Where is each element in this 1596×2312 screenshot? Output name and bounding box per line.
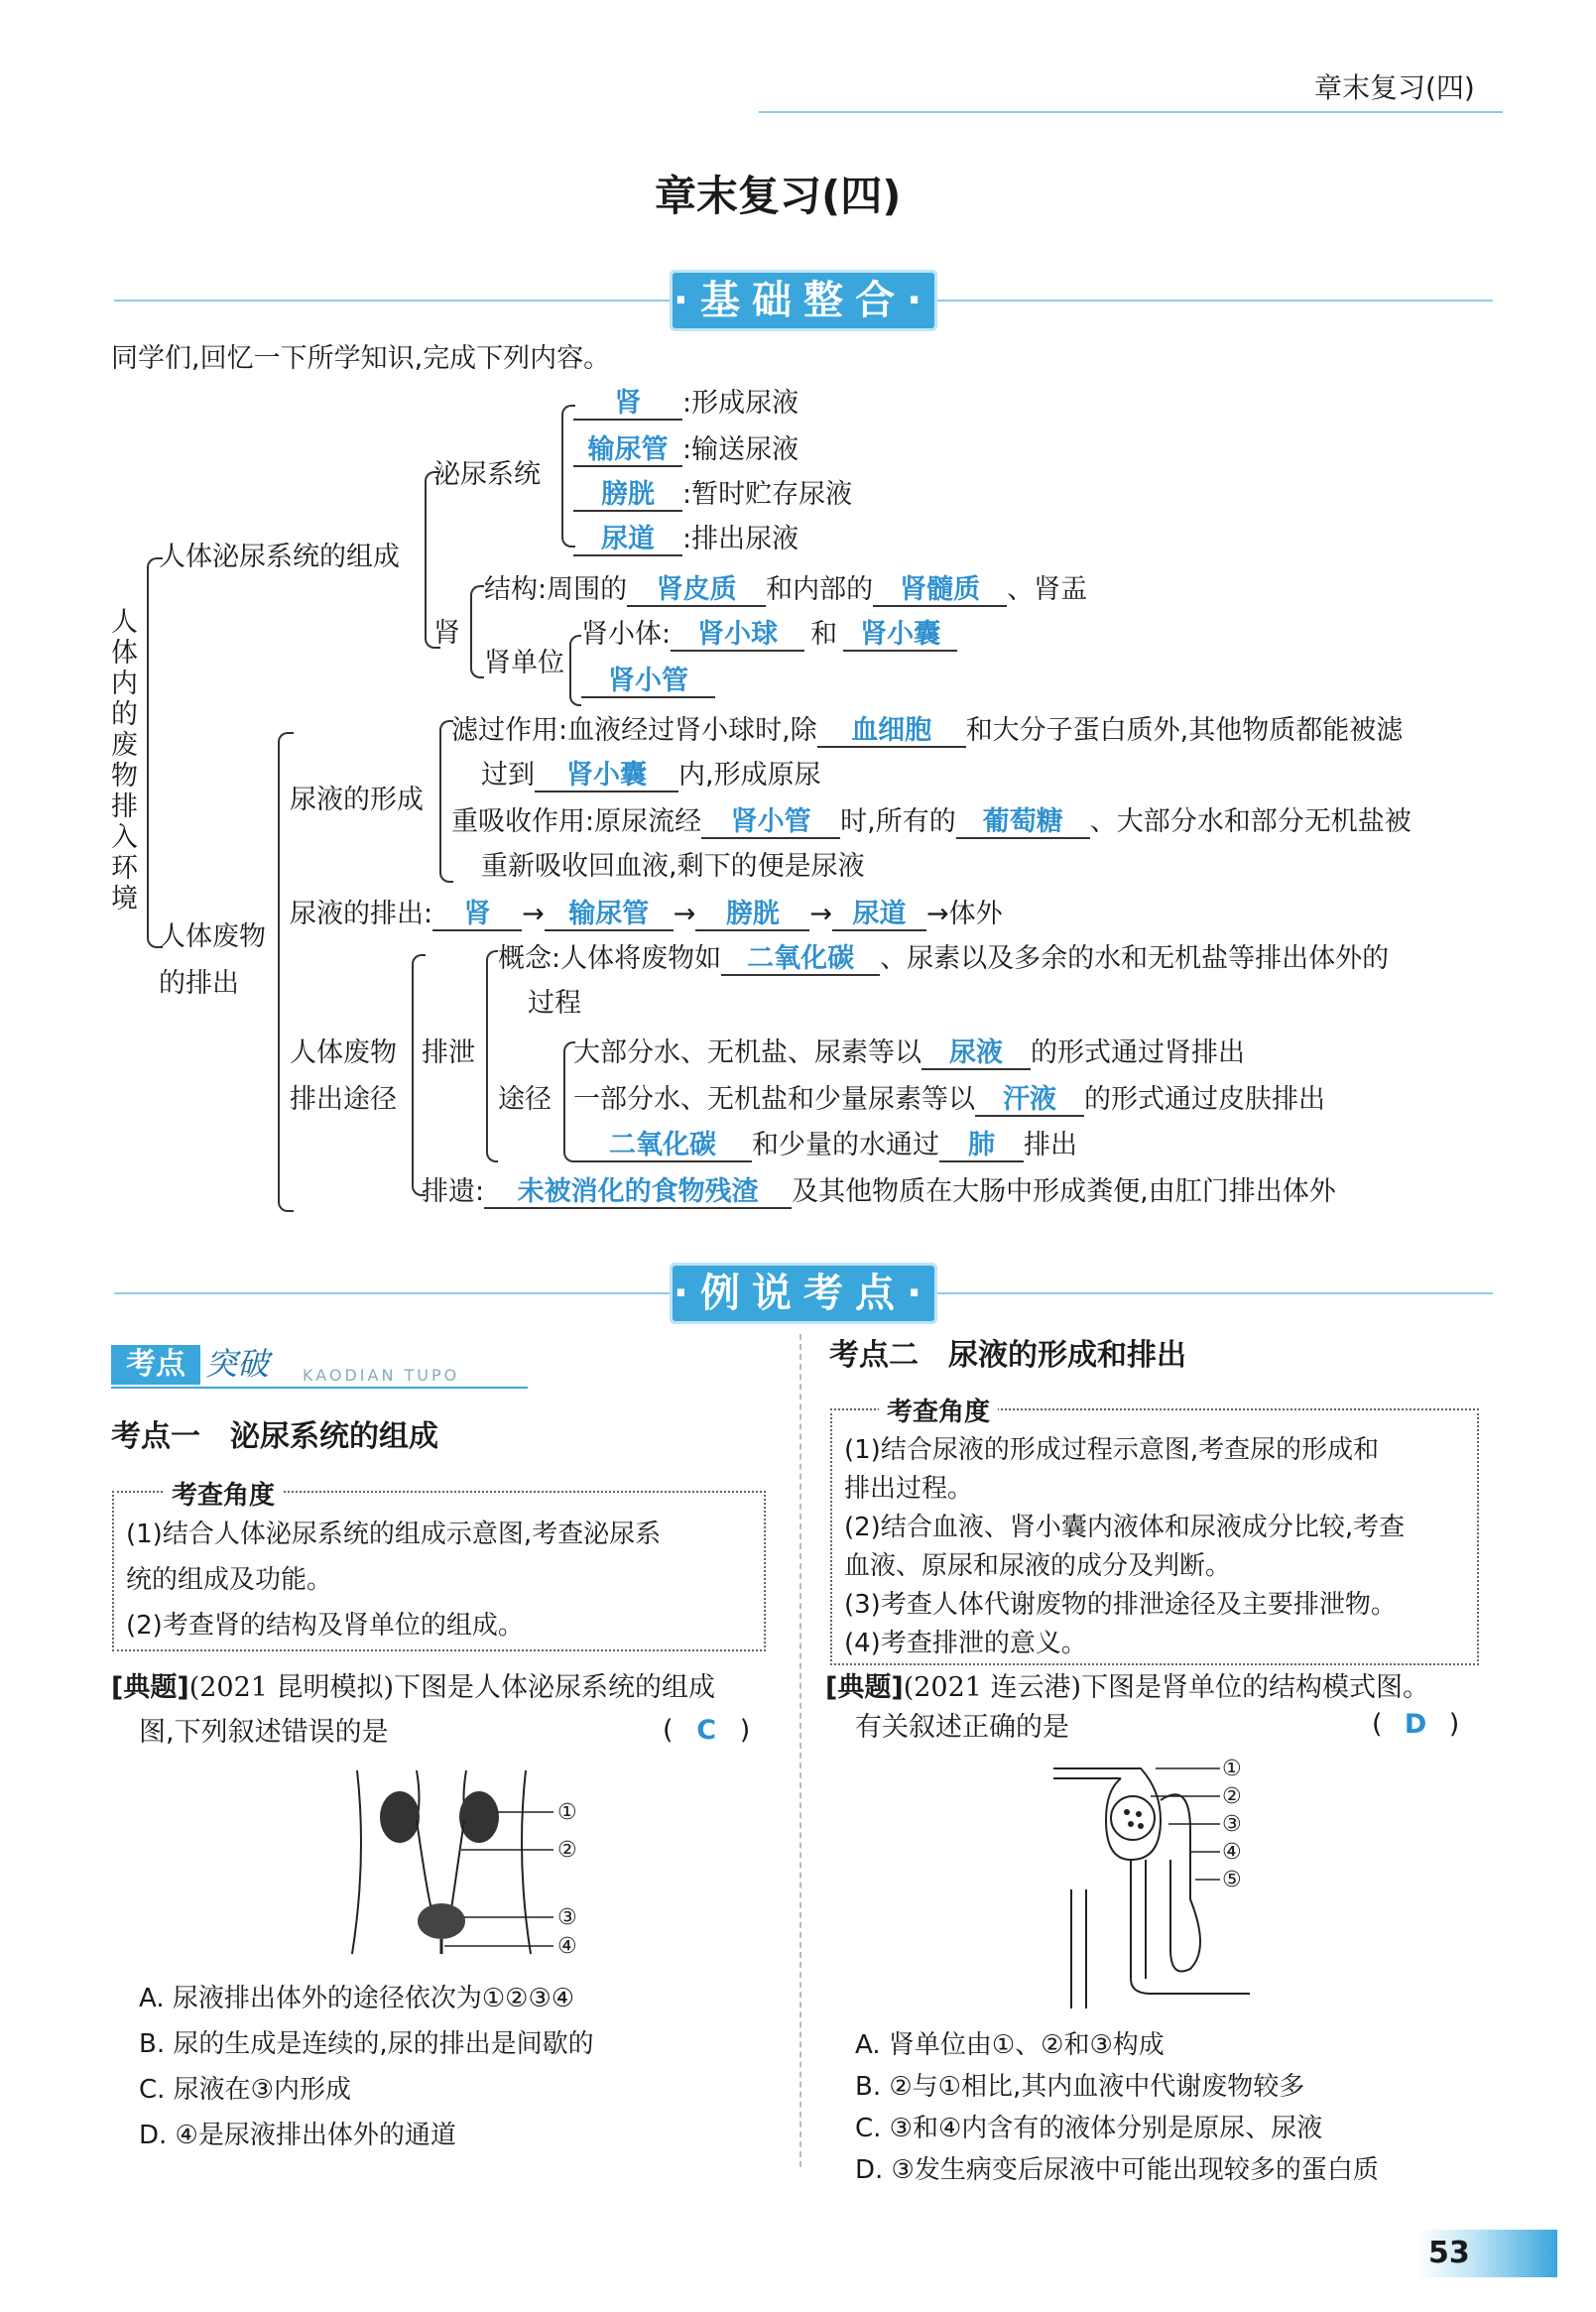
organ-row (573, 478, 852, 512)
arrow-1: → (522, 899, 545, 929)
bracket-nephron (569, 635, 581, 706)
section-banner-examples: ·例说考点· (670, 1263, 937, 1324)
header-rule (759, 111, 1503, 113)
answer-organ: 尿道 (573, 525, 682, 556)
tag-kaodian: 考点 (111, 1345, 200, 1385)
q2-source: (2021 连云港) (903, 1672, 1082, 1703)
column-divider (799, 1334, 801, 2167)
q2-line1 (825, 1671, 1429, 1705)
struct-mid: 和内部的 (766, 574, 874, 605)
answer-capsule: 肾小囊 (843, 620, 957, 652)
concept-line2: 过程 (528, 988, 581, 1019)
route-line2 (573, 1083, 1325, 1117)
filt2-post: 内,形成原尿 (678, 760, 821, 791)
q2-line2: 有关叙述正确的是 (855, 1712, 1069, 1743)
answer-capsule-2: 肾小囊 (535, 761, 678, 792)
tag-tupo: 突破 (205, 1345, 270, 1383)
egestion-line (422, 1175, 1336, 1209)
struct-pre: 结构:周围的 (484, 574, 628, 605)
egest-pre: 排遗: (422, 1176, 485, 1207)
filt2-pre: 过到 (481, 760, 535, 791)
kp1-angle-line: (2)考查肾的结构及肾单位的组成。 (126, 1611, 524, 1641)
nephron-figure (1051, 1751, 1299, 2008)
kp1-angle-line: (1)结合人体泌尿系统的组成示意图,考查泌尿系 (126, 1520, 662, 1549)
q1-source: (2021 昆明模拟) (188, 1672, 395, 1703)
bracket-kidney (470, 585, 484, 678)
q2-answer: ( D ) (1372, 1709, 1460, 1740)
kp2-angle-title: 考查角度 (879, 1392, 998, 1428)
tag-english: KAODIAN TUPO (303, 1366, 460, 1385)
r3-post: 排出 (1024, 1130, 1077, 1160)
answer-cortex: 肾皮质 (627, 575, 766, 607)
running-title: 章末复习(四) (1314, 71, 1475, 104)
kp1-angle-title: 考查角度 (164, 1475, 283, 1512)
answer-organ: 膀胱 (573, 480, 682, 512)
answer-glomerulus: 肾小球 (671, 620, 804, 652)
kp1-title: 考点一 泌尿系统的组成 (111, 1419, 438, 1454)
answer-co2: 二氧化碳 (721, 944, 880, 976)
renal-tubule (581, 665, 715, 698)
answer-seq-1: 肾 (432, 900, 522, 931)
q1-answer-letter: C (696, 1715, 717, 1746)
struct-post: 、肾盂 (1007, 574, 1088, 605)
concept-post: 、尿素以及多余的水和无机盐等排出体外的 (880, 943, 1390, 974)
waste-route-label-2: 排出途径 (290, 1084, 397, 1115)
q2-tag: [典题] (825, 1672, 904, 1703)
r2-post: 的形式通过皮肤排出 (1084, 1084, 1325, 1115)
map-root: 人体内的废物排入环境 (111, 607, 138, 914)
answer-glucose: 葡萄糖 (956, 807, 1090, 839)
nephron-label: 肾单位 (484, 648, 564, 678)
organ-function: :排出尿液 (682, 524, 799, 554)
unit-pre: 肾小体: (581, 619, 672, 650)
organ-row (573, 523, 798, 556)
answer-organ: 肾 (573, 389, 682, 421)
bracket-excretion-2 (486, 950, 498, 1162)
q1-answer: ( C ) (663, 1715, 751, 1746)
answer-seq-4: 尿道 (832, 900, 926, 931)
bracket-root (147, 557, 163, 948)
answer-urine: 尿液 (921, 1038, 1031, 1070)
fig1-label-3: ③ (557, 1905, 577, 1930)
answer-tubule: 肾小管 (581, 667, 715, 698)
fig2-label-3: ③ (1222, 1812, 1242, 1837)
q2-option: D. ③发生病变后尿液中可能出现较多的蛋白质 (855, 2155, 1379, 2185)
organ-function: :形成尿液 (682, 388, 799, 419)
fig2-label-5: ⑤ (1222, 1868, 1242, 1892)
page-title: 章末复习(四) (655, 172, 902, 220)
q1-text1: 下图是人体泌尿系统的组成 (394, 1672, 716, 1703)
q2-answer-letter: D (1404, 1709, 1427, 1740)
fig2-label-4: ④ (1222, 1840, 1242, 1865)
q1-line1 (111, 1671, 715, 1705)
arrow-3: → (809, 899, 832, 929)
fig1-label-4: ④ (557, 1934, 577, 1959)
urinary-system-figure (337, 1761, 605, 1959)
concept-pre: 概念:人体将废物如 (498, 943, 722, 974)
tag-underline (111, 1387, 528, 1389)
waste-route-label-1: 人体废物 (290, 1037, 397, 1068)
organ-function: :暂时贮存尿液 (682, 479, 853, 510)
kp2-angle-line: 血液、原尿和尿液的成分及判断。 (844, 1551, 1232, 1581)
reabsorption-line1 (451, 805, 1412, 839)
branch-excretion-1: 人体废物 (159, 921, 266, 952)
urinary-system-label: 泌尿系统 (433, 459, 541, 490)
q2-text1: 下图是肾单位的结构模式图。 (1081, 1672, 1430, 1703)
banner2-rule-right (937, 1292, 1493, 1294)
arrow-2: → (673, 899, 696, 929)
q1-option: A. 尿液排出体外的途径依次为①②③④ (139, 1984, 575, 2013)
reab-post: 、大部分水和部分无机盐被 (1089, 806, 1412, 837)
r3-mid: 和少量的水通过 (752, 1130, 939, 1160)
discharge-end: →体外 (925, 899, 1003, 929)
q2-option: C. ③和④内含有的液体分别是原尿、尿液 (855, 2114, 1323, 2143)
kp2-angle-line: (2)结合血液、肾小囊内液体和尿液成分比较,考查 (844, 1513, 1406, 1542)
kidney-label: 肾 (433, 618, 460, 649)
banner-rule-right (937, 300, 1493, 302)
kp2-title: 考点二 尿液的形成和排出 (829, 1338, 1186, 1373)
banner-rule-left (114, 300, 670, 302)
q1-option: D. ④是尿液排出体外的通道 (139, 2121, 456, 2150)
answer-seq-3: 膀胱 (695, 900, 809, 931)
kp1-angle-line: 统的组成及功能。 (126, 1565, 333, 1595)
answer-blood-cells: 血细胞 (817, 716, 966, 748)
section-banner-basics: ·基础整合· (670, 270, 937, 331)
banner2-rule-left (114, 1292, 670, 1294)
reab-pre: 重吸收作用:原尿流经 (451, 806, 702, 837)
egest-post: 及其他物质在大肠中形成粪便,由肛门排出体外 (792, 1176, 1336, 1207)
organ-row (573, 387, 798, 421)
kp2-angle-line: 排出过程。 (844, 1474, 974, 1504)
fig2-label-2: ② (1222, 1784, 1242, 1809)
answer-tubule-2: 肾小管 (701, 807, 840, 839)
branch-excretion-2: 的排出 (159, 968, 239, 999)
filtration-line1 (451, 714, 1403, 748)
discharge-label: 尿液的排出: (290, 899, 433, 929)
answer-medulla: 肾髓质 (873, 575, 1007, 607)
branch-composition: 人体泌尿系统的组成 (159, 542, 400, 572)
answer-lung: 肺 (939, 1131, 1024, 1162)
r2-pre: 一部分水、无机盐和少量尿素等以 (573, 1084, 975, 1115)
urine-formation-label: 尿液的形成 (290, 785, 424, 815)
intro-text: 同学们,回忆一下所学知识,完成下列内容。 (111, 343, 611, 374)
kidney-structure (484, 573, 1087, 607)
answer-seq-2: 输尿管 (545, 900, 674, 931)
q1-option: C. 尿液在③内形成 (139, 2075, 351, 2105)
q1-line2: 图,下列叙述错误的是 (139, 1717, 389, 1748)
unit-mid: 和 (810, 619, 838, 650)
route-line1 (573, 1036, 1245, 1070)
filtration-line2 (481, 759, 821, 792)
r1-pre: 大部分水、无机盐、尿素等以 (573, 1037, 921, 1068)
q2-option: B. ②与①相比,其内血液中代谢废物较多 (855, 2072, 1305, 2102)
page-number: 53 (1428, 2236, 1470, 2270)
urine-discharge (290, 898, 1003, 931)
excretion-label: 排泄 (422, 1037, 475, 1068)
route-line3 (573, 1129, 1077, 1162)
q2-option: A. 肾单位由①、②和③构成 (855, 2030, 1165, 2060)
answer-residue: 未被消化的食物残渣 (484, 1177, 792, 1209)
answer-co2-2: 二氧化碳 (573, 1131, 752, 1162)
renal-corpuscle (581, 618, 957, 652)
kp2-angle-line: (3)考查人体代谢废物的排泄途径及主要排泄物。 (844, 1590, 1397, 1620)
q1-option: B. 尿的生成是连续的,尿的排出是间歇的 (139, 2029, 594, 2059)
kp2-angle-line: (4)考查排泄的意义。 (844, 1629, 1087, 1658)
kp2-angle-line: (1)结合尿液的形成过程示意图,考查尿的形成和 (844, 1435, 1380, 1465)
reabsorption-line2: 重新吸收回血液,剩下的便是尿液 (481, 851, 865, 882)
organ-function: :输送尿液 (682, 434, 799, 465)
fig1-label-2: ② (557, 1838, 577, 1863)
fig2-label-1: ① (1222, 1757, 1242, 1781)
concept-line1 (498, 942, 1389, 976)
r1-post: 的形式通过肾排出 (1031, 1037, 1245, 1068)
reab-mid: 时,所有的 (840, 806, 956, 837)
filt-post: 和大分子蛋白质外,其他物质都能被滤 (965, 715, 1404, 746)
fig1-label-1: ① (557, 1800, 577, 1825)
answer-sweat: 汗液 (975, 1085, 1084, 1117)
bracket-waste (412, 954, 426, 1196)
route-label: 途径 (498, 1084, 552, 1115)
organ-row (573, 433, 798, 467)
filt-pre: 滤过作用:血液经过肾小球时,除 (451, 715, 817, 746)
q1-tag: [典题] (111, 1672, 189, 1703)
answer-organ: 输尿管 (573, 435, 682, 467)
